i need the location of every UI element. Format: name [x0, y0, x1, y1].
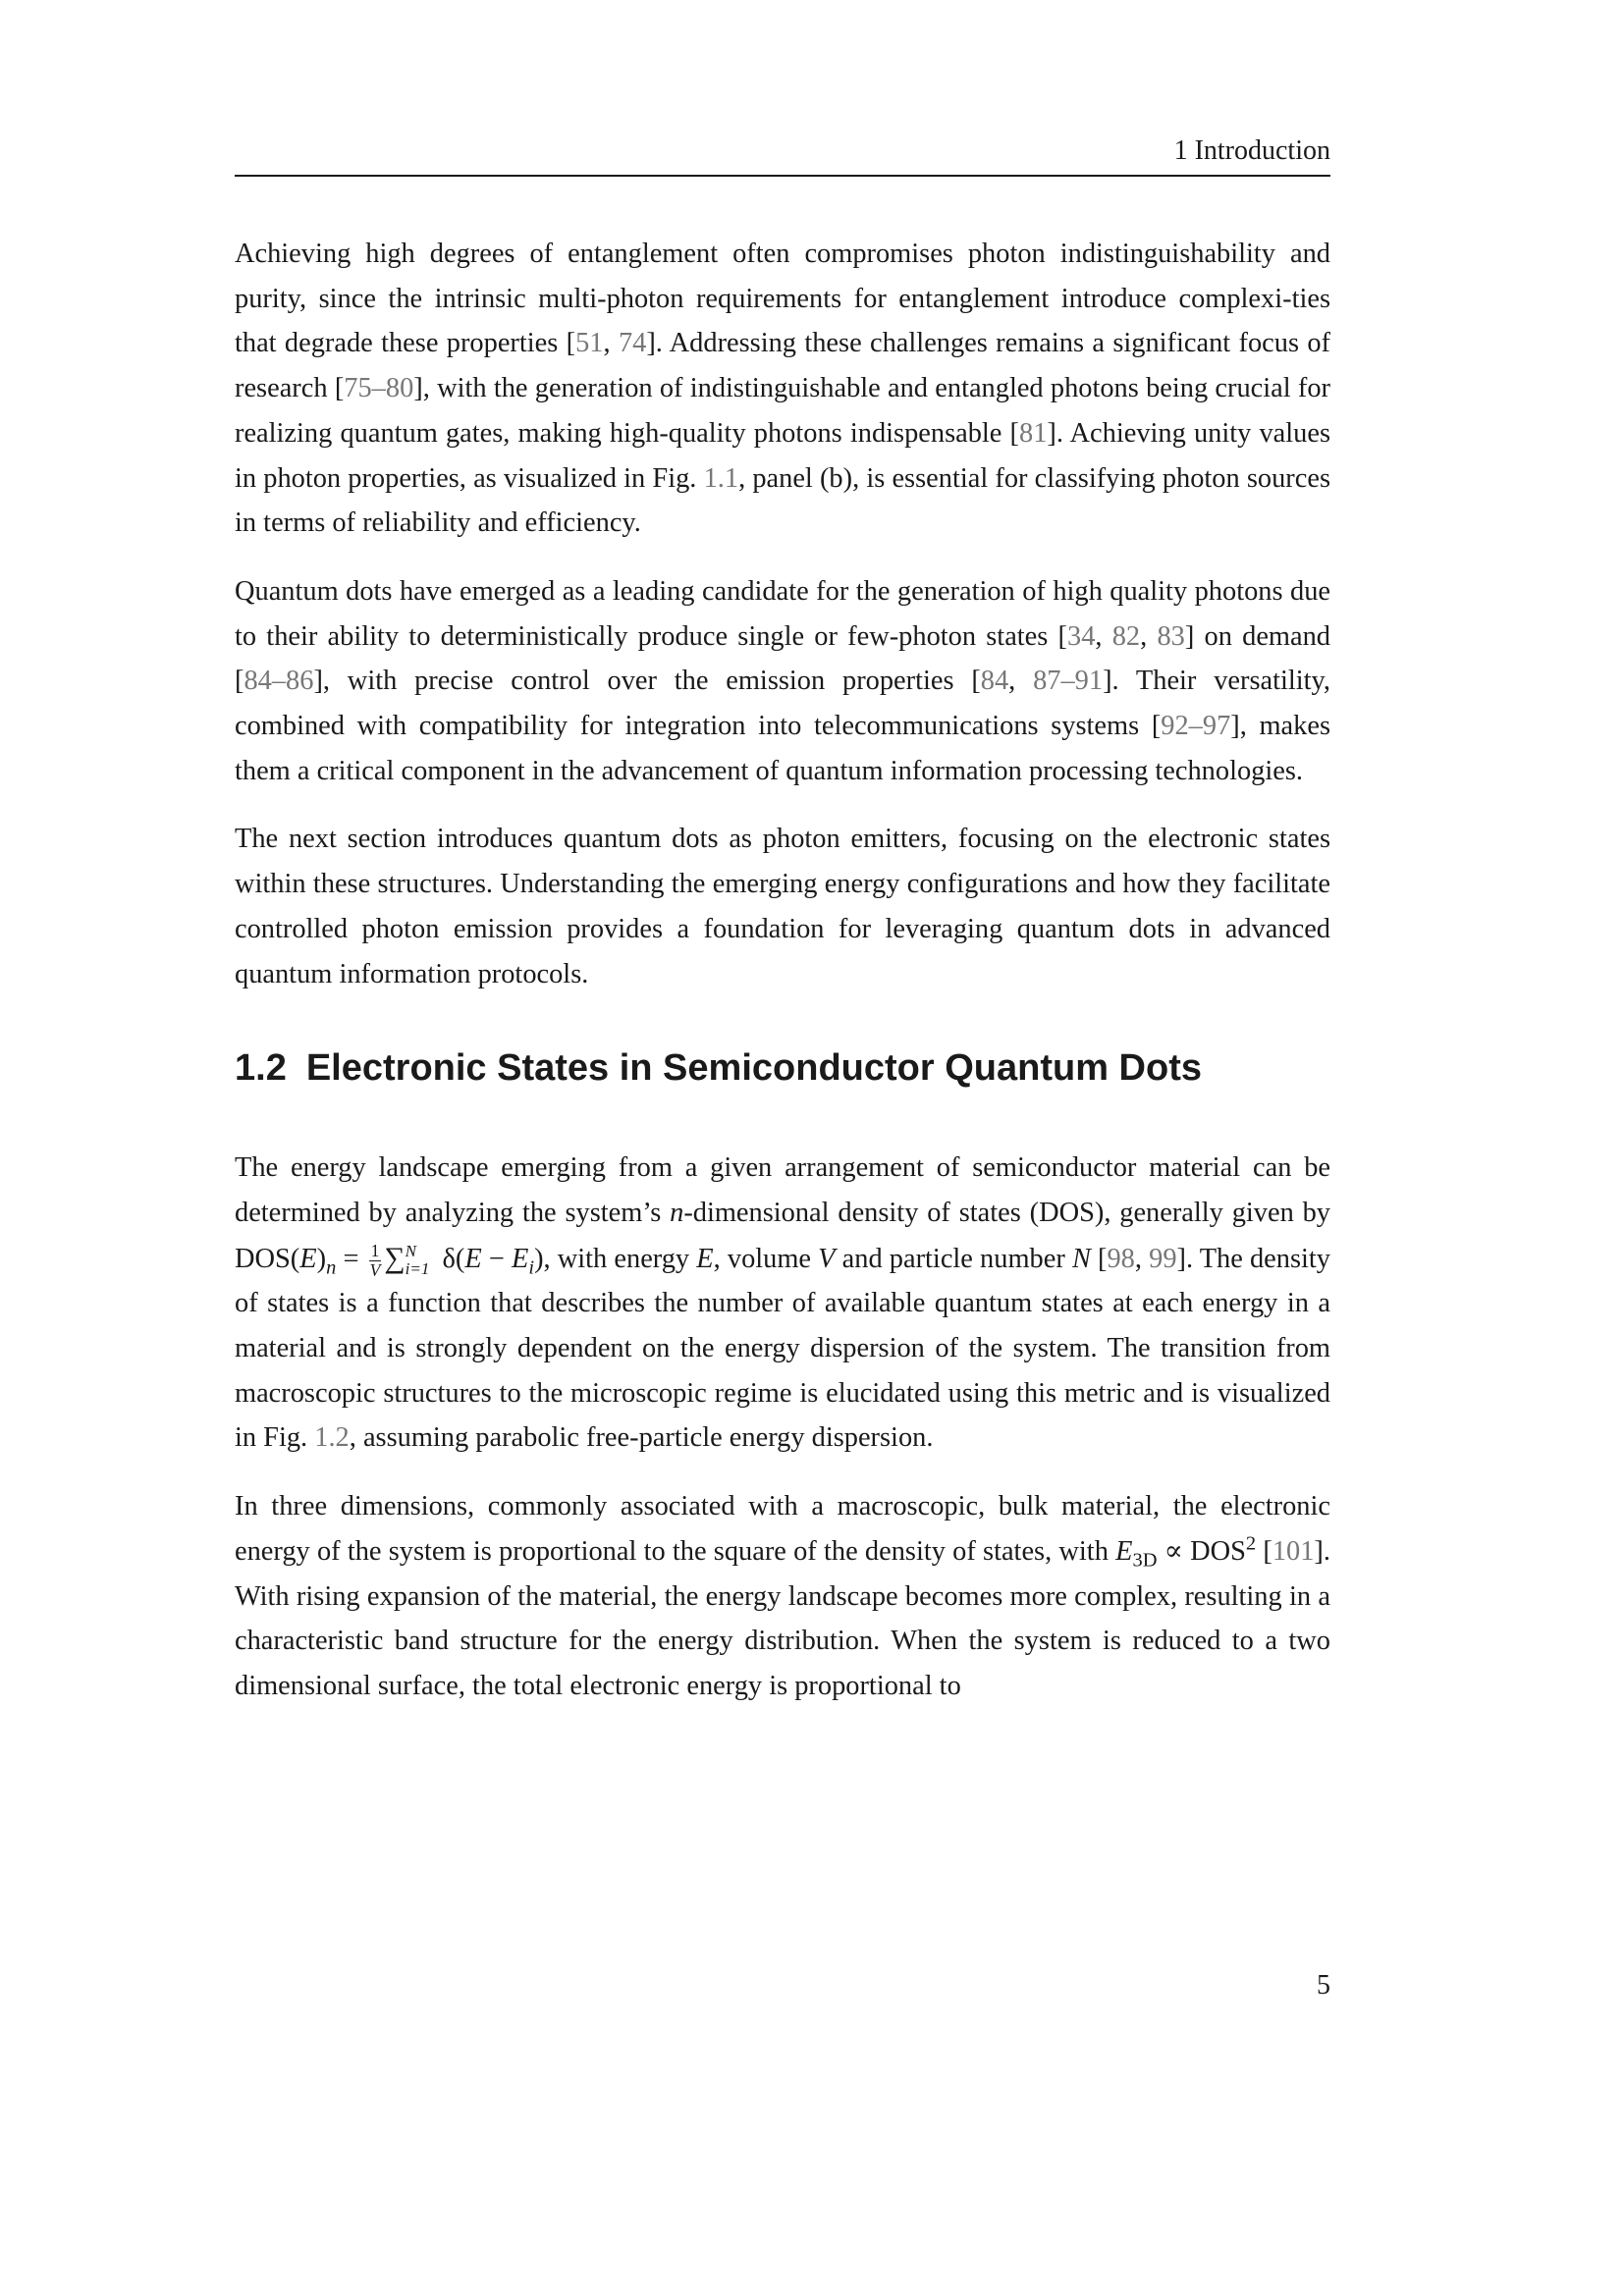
section-number: 1.2	[235, 1047, 287, 1090]
citation-link[interactable]: 84–86	[244, 666, 314, 697]
section-heading	[235, 1045, 1330, 1091]
page-number: 5	[1317, 1970, 1330, 2001]
paragraph-4: The energy landscape emerging from a given arrangement of semiconductor material can be determined by analyzing the system’s n-dimensional density of states (DOS), generally given by $DOS(E)_n$ = $\frac{1}{V}$ ∑ N i=1 $\delta(E - E_i)$, with energy E, volume V and particle number N [98, 99]. The density of states is a function that describes the number of available quantum states at each energy in a material and is strongly dependent on the energy dispersion of the system. The transition from macroscopic structures to the microscopic regime is elucidated using this metric and is visualized in Fig. 1.2, assuming parabolic free-particle energy dispersion.	[235, 1152, 1330, 1454]
citation-link[interactable]: 75–80	[344, 373, 414, 404]
citation-link[interactable]: 101	[1272, 1535, 1315, 1567]
citation-link[interactable]: 99	[1149, 1243, 1177, 1274]
header-rule	[235, 175, 1330, 177]
figure-link[interactable]: 1.1	[703, 462, 739, 494]
section-title: Electronic States in Semiconductor Quantum Dots	[305, 1047, 1202, 1090]
sum-symbol: ∑	[384, 1241, 406, 1274]
running-head: 1 Introduction	[1173, 135, 1330, 166]
citation-link[interactable]: 34	[1067, 620, 1096, 652]
paragraph-3: The next section introduces quantum dots as photon emitters, focusing on the electronic states within these structures. Understanding the emerging energy configurations and how they facilitate controlled photon emission provides a foundation for leveraging quantum dots in advanced quantum information protocols.	[235, 824, 1330, 989]
citation-link[interactable]: 98	[1107, 1243, 1135, 1274]
dos-formula: $DOS(E)_n$ = $\frac{1}{V}$ ∑ N i=1 $\delta(E - E_i)$	[235, 1241, 544, 1280]
paragraph-5: In three dimensions, commonly associated with a macroscopic, bulk material, the electronic energy of the system is proportional to the square of the density of states, with $E_{3D} \propto DOS^2$ [101]. With rising expansion of the material, the energy landscape becomes more complex, resulting in a characteristic band structure for the energy distribution. When the system is reduced to a two dimensional surface, the total electronic energy is proportional to	[235, 1491, 1330, 1701]
citation-link[interactable]: 74	[618, 328, 647, 359]
body-text	[235, 232, 1330, 1733]
fraction: $\frac{1}{V}$	[369, 1241, 381, 1280]
paragraph-2: Quantum dots have emerged as a leading candidate for the generation of high quality photons due to their ability to deterministically produce single or few-photon states [34, 82, 83] on demand [84–86], with precise control over the emission properties [84, 87–91]. Their versatility, combined with compatibility for integration into telecommunications systems [92–97], makes them a critical component in the advancement of quantum information processing technologies.	[235, 575, 1330, 786]
citation-link[interactable]: 84	[980, 666, 1009, 697]
citation-link[interactable]: 82	[1111, 620, 1141, 652]
sum-limits: N i=1	[405, 1242, 430, 1279]
paragraph-1: Achieving high degrees of entanglement often compromises photon indistinguishability and purity, since the intrinsic multi-photon requirements for entanglement introduce complexi-ties that degrade these properties [51, 74]. Addressing these challenges remains a significant focus of research [75–80], with the generation of indistinguishable and entangled photons being crucial for realizing quantum gates, making high-quality photons indispensable [81]. Achieving unity values in photon properties, as visualized in Fig. 1.1, panel (b), is essential for classifying photon sources in terms of reliability and efficiency.	[235, 239, 1331, 539]
energy-formula: $E_{3D} \propto DOS^2$	[1115, 1532, 1257, 1572]
citation-link[interactable]: 81	[1019, 417, 1048, 449]
citation-link[interactable]: 92–97	[1161, 711, 1231, 742]
citation-link[interactable]: 87–91	[1033, 666, 1104, 697]
citation-link[interactable]: 83	[1157, 620, 1185, 652]
citation-link[interactable]: 51	[575, 328, 604, 359]
figure-link[interactable]: 1.2	[314, 1422, 350, 1454]
